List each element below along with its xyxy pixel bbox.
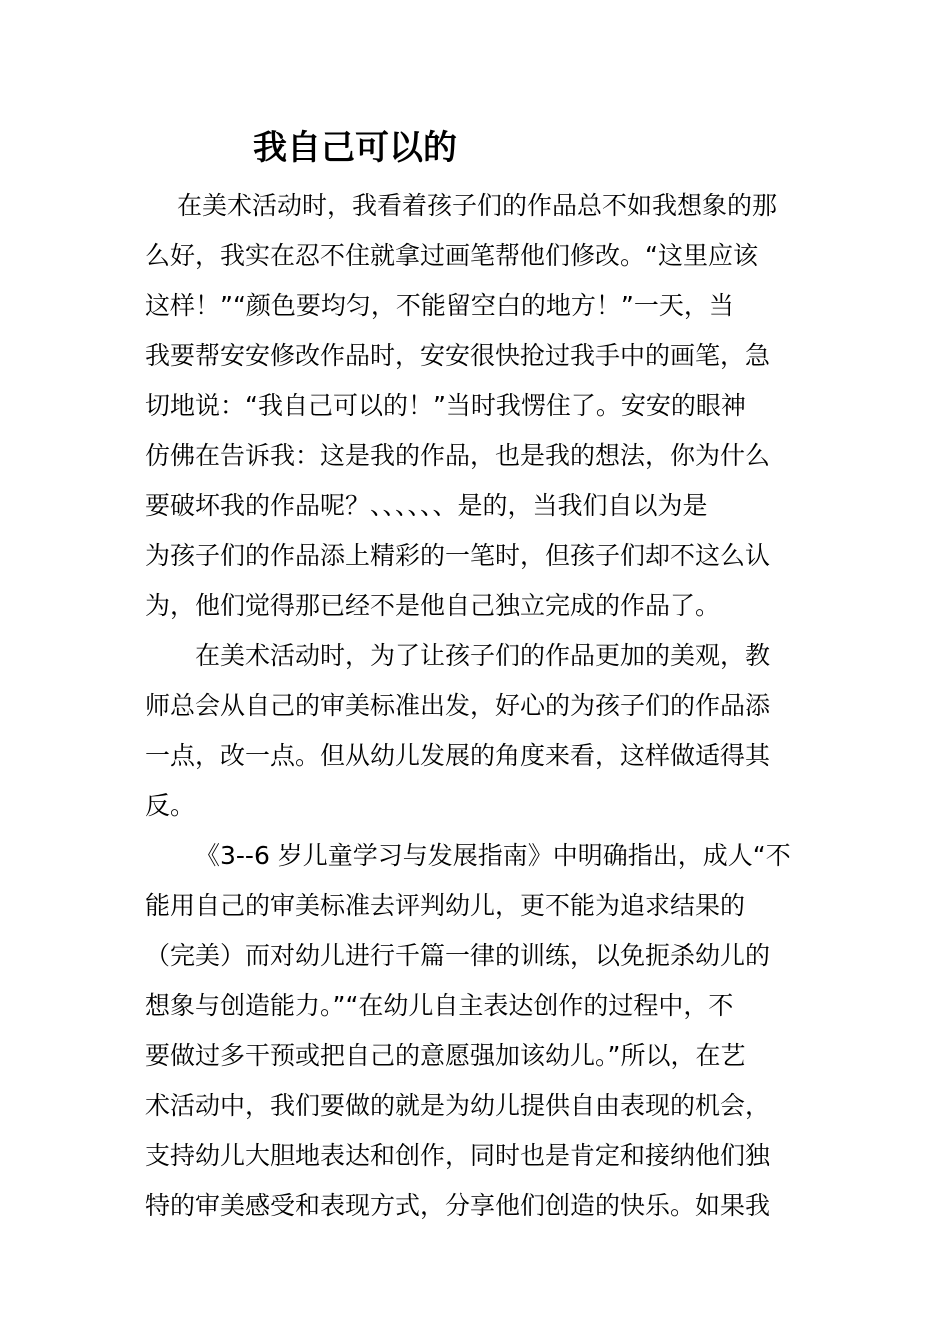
text-line: 为孩子们的作品添上精彩的一笔时，但孩子们却不这么认 bbox=[145, 541, 771, 570]
text-line: 术活动中，我们要做的就是为幼儿提供自由表现的机会， bbox=[145, 1091, 771, 1120]
text-line: 在美术活动时，为了让孩子们的作品更加的美观，教 bbox=[195, 641, 771, 670]
text-line: 支持幼儿大胆地表达和创作，同时也是肯定和接纳他们独 bbox=[145, 1141, 771, 1170]
text-line: 师总会从自己的审美标准出发，好心的为孩子们的作品添 bbox=[145, 691, 771, 720]
text-line: 《3--6 岁儿童学习与发展指南》中明确指出，成人“不 bbox=[195, 841, 791, 870]
document-title: 我自己可以的 bbox=[253, 128, 457, 168]
text-line: 我要帮安安修改作品时，安安很快抢过我手中的画笔，急 bbox=[145, 341, 771, 370]
text-line: 这样！”“颜色要均匀，不能留空白的地方！”一天，当 bbox=[145, 291, 734, 320]
text-line: 一点，改一点。但从幼儿发展的角度来看，这样做适得其 bbox=[145, 741, 771, 770]
text-line: 特的审美感受和表现方式，分享他们创造的快乐。如果我 bbox=[145, 1191, 771, 1220]
text-line: 要破坏我的作品呢？、、、、、、是的，当我们自以为是 bbox=[145, 491, 708, 520]
text-line: 在美术活动时，我看着孩子们的作品总不如我想象的那 bbox=[177, 191, 778, 220]
text-line: 要做过多干预或把自己的意愿强加该幼儿。”所以，在艺 bbox=[145, 1041, 746, 1070]
text-line: 切地说：“我自己可以的！”当时我愣住了。安安的眼神 bbox=[145, 391, 746, 420]
text-line: 为，他们觉得那已经不是他自己独立完成的作品了。 bbox=[145, 591, 721, 620]
text-line: （完美）而对幼儿进行千篇一律的训练，以免扼杀幼儿的 bbox=[145, 941, 771, 970]
text-line: 能用自己的审美标准去评判幼儿，更不能为追求结果的 bbox=[145, 891, 746, 920]
text-line: 反。 bbox=[145, 791, 196, 820]
text-line: 想象与创造能力。”“在幼儿自主表达创作的过程中，不 bbox=[145, 991, 734, 1020]
text-line: 仿佛在告诉我：这是我的作品，也是我的想法，你为什么 bbox=[145, 441, 771, 470]
document-body bbox=[145, 181, 825, 1231]
text-line: 么好，我实在忍不住就拿过画笔帮他们修改。“这里应该 bbox=[145, 241, 758, 270]
